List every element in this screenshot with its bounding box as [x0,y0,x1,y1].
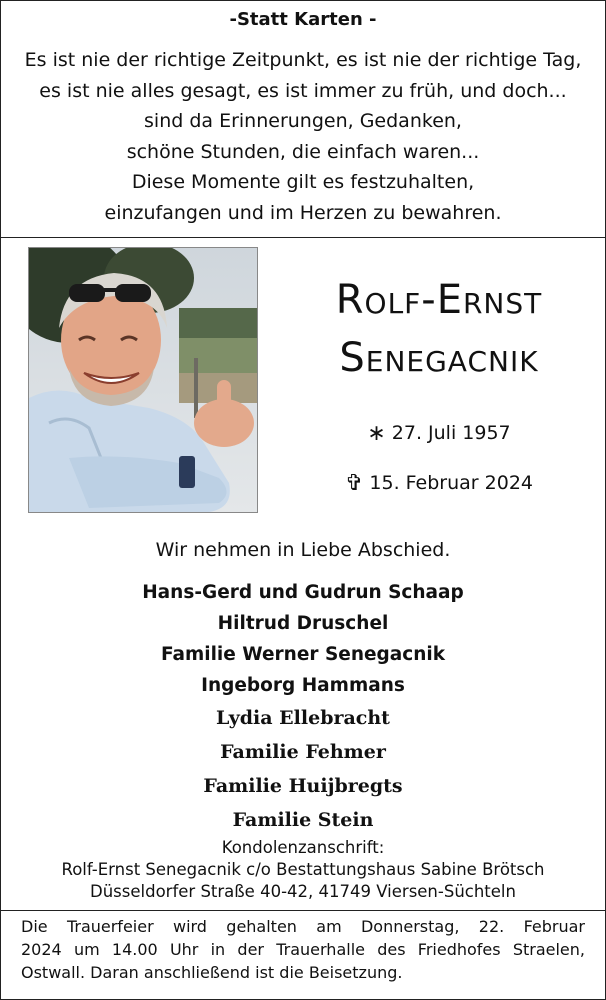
funeral-line: 2024 um 14.00 Uhr in der Trauerhalle des Friedhofes Straelen, [21,940,585,959]
birth-date: 27. Juli 1957 [391,422,511,444]
poem-line: Es ist nie der richtige Zeitpunkt, es ist nie der richtige Tag, [24,49,582,71]
poem-line: Diese Momente gilt es festzuhalten, [131,171,475,193]
portrait-illustration [29,248,257,512]
divider [1,910,605,911]
poem-line: einzufangen und im Herzen zu bewahren. [104,201,502,224]
mourner: Hiltrud Druschel [217,613,389,634]
mourner: Familie Fehmer [220,741,386,763]
death-date-line [271,471,606,496]
divider [1,237,605,238]
death-date: 15. Februar 2024 [369,472,534,494]
mourner: Lydia Ellebracht [216,707,390,729]
poem [1,45,605,228]
poem-line: schöne Stunden, die einfach waren... [126,140,480,163]
asterisk-icon: ∗ [367,421,386,446]
funeral-line: Ostwall. Daran anschließend ist die Beisetzung. [21,963,403,982]
condolence-line: Rolf-Ernst Senegacnik c/o Bestattungshaus Sabine Brötsch [61,860,545,879]
first-name-text: Rolf-Ernst [335,277,543,323]
last-name-text: Senegacnik [339,335,539,381]
header-title: -Statt Karten - [229,9,377,30]
mourners-list [1,577,605,837]
portrait-photo [28,247,258,513]
funeral-info [21,915,585,984]
deceased-name [271,271,606,387]
condolence-address [1,837,605,903]
condolence-label: Kondolenzanschrift: [221,838,385,857]
mourner: Ingeborg Hammans [201,675,405,696]
deceased-last-name [271,329,606,387]
poem-line: sind da Erinnerungen, Gedanken, [144,110,462,132]
mourner: Familie Huijbregts [203,775,403,797]
poem-line: es ist nie alles gesagt, es ist immer zu früh, und doch... [39,79,567,102]
mourner: Familie Stein [232,809,374,831]
condolence-line: Düsseldorfer Straße 40-42, 41749 Viersen-Süchteln [90,882,516,901]
deceased-first-name [271,271,606,329]
birth-date-line [271,421,606,446]
mourner: Hans-Gerd und Gudrun Schaap [142,582,464,603]
cross-icon: ✞ [344,471,364,496]
funeral-line: Die Trauerfeier wird gehalten am Donnerstag, 22. Februar [21,917,585,936]
farewell-text: Wir nehmen in Liebe Abschied. [155,539,451,561]
mourner: Familie Werner Senegacnik [160,644,446,665]
